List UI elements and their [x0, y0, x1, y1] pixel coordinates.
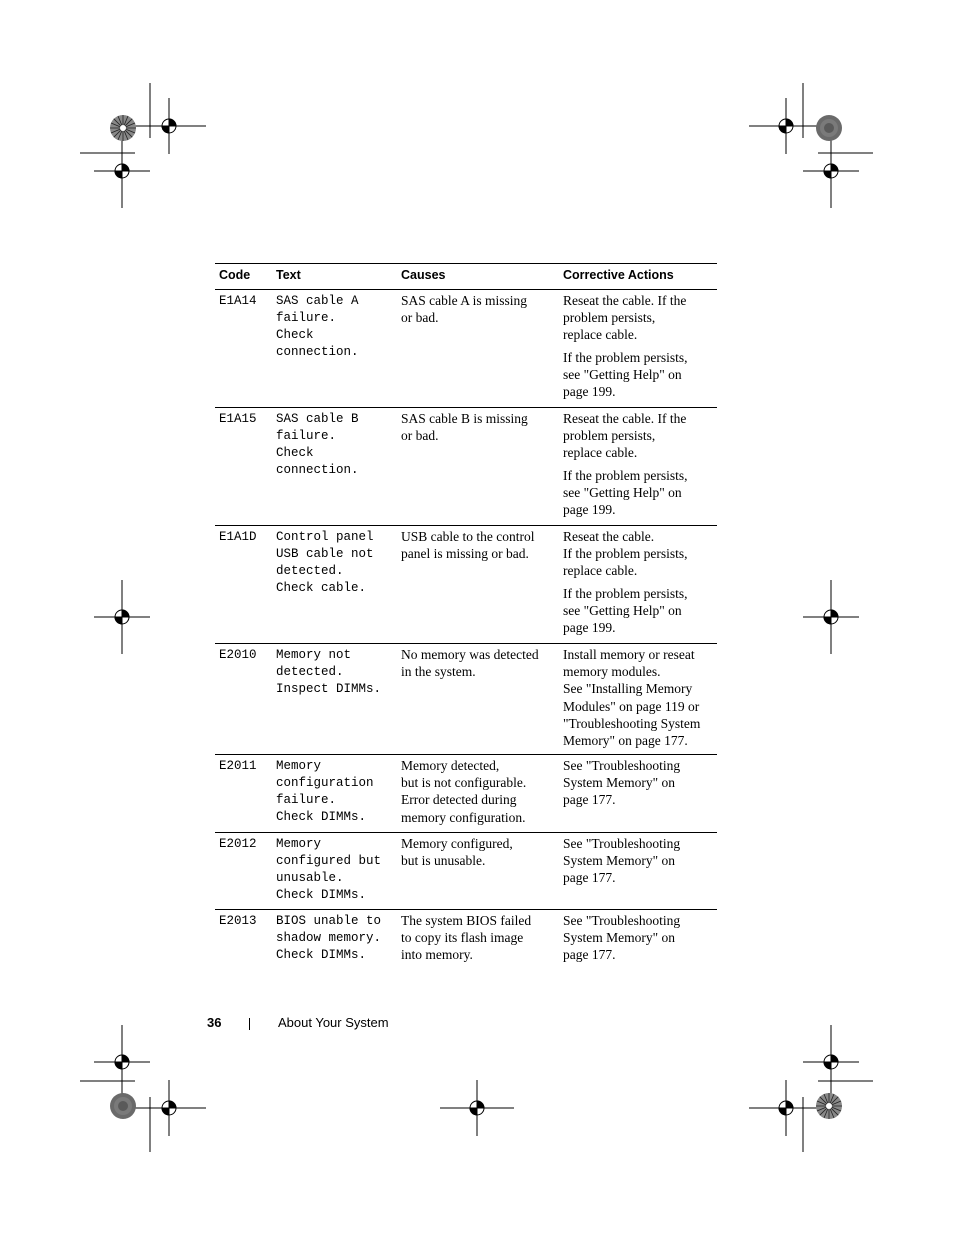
error-code: E1A14 — [219, 294, 257, 308]
error-text — [276, 910, 381, 964]
action-line: Reseat the cable. If the — [563, 411, 687, 426]
action-paragraph — [563, 528, 717, 580]
footer-title: About Your System — [278, 1015, 389, 1030]
error-cause — [401, 755, 557, 826]
error-text-line: Control panel — [276, 530, 374, 544]
table-row — [215, 755, 717, 833]
cause-line: No memory was detected — [401, 647, 539, 662]
error-text-line: Check DIMMs. — [276, 888, 367, 902]
error-code: E2010 — [219, 648, 257, 662]
error-text-line: Inspect DIMMs. — [276, 682, 382, 696]
error-cause — [401, 644, 557, 680]
action-paragraph — [563, 757, 717, 809]
table-header — [215, 263, 717, 290]
error-text-line: USB cable not — [276, 547, 374, 561]
corrective-action — [563, 755, 717, 814]
action-line: replace cable. — [563, 445, 638, 461]
header-causes: Causes — [401, 268, 446, 282]
action-paragraph — [563, 410, 717, 462]
error-text-line: Memory — [276, 837, 322, 851]
action-line: See "Installing Memory — [563, 681, 693, 697]
action-line: If the problem persists, — [563, 349, 688, 365]
error-text-line: unusable. — [276, 871, 344, 885]
error-text-line: shadow memory. — [276, 931, 382, 945]
error-code: E2013 — [219, 914, 257, 928]
error-cause — [401, 526, 557, 562]
error-text-line: Memory — [276, 759, 322, 773]
error-text-line: failure. — [276, 429, 337, 443]
action-line: System Memory" on — [563, 775, 676, 791]
action-line: see "Getting Help" on — [563, 484, 682, 500]
error-text — [276, 755, 374, 826]
action-line: page 199. — [563, 502, 616, 518]
header-corrective-actions: Corrective Actions — [563, 268, 674, 282]
error-text — [276, 290, 359, 361]
cause-line: Memory configured, — [401, 836, 513, 851]
cause-line: but is unusable. — [401, 853, 486, 869]
corrective-action — [563, 644, 717, 754]
error-text-line: failure. — [276, 793, 337, 807]
corrective-action — [563, 408, 717, 523]
cause-line: SAS cable A is missing — [401, 293, 528, 308]
action-paragraph — [563, 467, 717, 519]
footer-separator — [249, 1018, 250, 1030]
error-text-line: detected. — [276, 665, 344, 679]
action-paragraph — [563, 646, 717, 749]
table-row — [215, 644, 717, 755]
table-row — [215, 290, 717, 408]
action-paragraph — [563, 585, 717, 637]
error-code: E2012 — [219, 837, 257, 851]
error-code: E1A15 — [219, 412, 257, 426]
cause-line: USB cable to the control — [401, 529, 535, 544]
error-code: E2011 — [219, 759, 257, 773]
cause-line: Memory detected, — [401, 758, 500, 773]
action-line: see "Getting Help" on — [563, 366, 682, 382]
action-line: "Troubleshooting System — [563, 715, 701, 731]
table-row — [215, 408, 717, 526]
corrective-action — [563, 290, 717, 405]
cause-line: in the system. — [401, 664, 476, 680]
header-text: Text — [276, 268, 301, 282]
error-text-line: SAS cable B — [276, 412, 359, 426]
cause-line: SAS cable B is missing — [401, 411, 528, 426]
cause-line: memory configuration. — [401, 809, 526, 825]
action-line: If the problem persists, — [563, 467, 688, 483]
page-number: 36 — [207, 1015, 222, 1030]
error-cause — [401, 910, 557, 964]
action-line: Memory" on page 177. — [563, 733, 688, 749]
error-text-line: detected. — [276, 564, 344, 578]
error-text-line: Check — [276, 446, 314, 460]
action-line: page 177. — [563, 792, 616, 808]
action-line: If the problem persists, — [563, 585, 688, 601]
corrective-action — [563, 910, 717, 969]
table-row — [215, 526, 717, 644]
action-line: problem persists, — [563, 310, 656, 326]
action-line: Reseat the cable. If the — [563, 293, 687, 308]
error-text-line: configured but — [276, 854, 382, 868]
action-line: replace cable. — [563, 563, 638, 579]
error-text-line: Memory not — [276, 648, 352, 662]
action-line: problem persists, — [563, 428, 656, 444]
action-line: page 177. — [563, 870, 616, 886]
cause-line: or bad. — [401, 428, 439, 444]
error-text-line: Check — [276, 328, 314, 342]
action-paragraph — [563, 835, 717, 887]
error-text-line: SAS cable A — [276, 294, 359, 308]
action-line: Install memory or reseat — [563, 647, 695, 662]
table-row — [215, 833, 717, 910]
action-line: memory modules. — [563, 664, 661, 680]
header-code: Code — [219, 268, 251, 282]
page-footer — [207, 1015, 507, 1035]
action-line: replace cable. — [563, 327, 638, 343]
action-line: If the problem persists, — [563, 546, 688, 562]
error-text-line: Check DIMMs. — [276, 948, 367, 962]
action-line: See "Troubleshooting — [563, 836, 681, 851]
action-line: System Memory" on — [563, 930, 676, 946]
error-text — [276, 644, 381, 698]
error-code-table — [215, 263, 717, 974]
cause-line: into memory. — [401, 947, 473, 963]
cause-line: but is not configurable. — [401, 775, 527, 791]
action-line: Reseat the cable. — [563, 529, 655, 544]
cause-line: Error detected during — [401, 792, 517, 808]
error-text-line: configuration — [276, 776, 374, 790]
table-body — [215, 290, 717, 974]
corrective-action — [563, 526, 717, 641]
error-text-line: connection. — [276, 345, 359, 359]
action-paragraph — [563, 292, 717, 344]
error-text-line: Check cable. — [276, 581, 367, 595]
error-text — [276, 833, 381, 904]
error-text-line: BIOS unable to — [276, 914, 382, 928]
error-text-line: Check DIMMs. — [276, 810, 367, 824]
error-text — [276, 526, 374, 597]
action-paragraph — [563, 912, 717, 964]
error-cause — [401, 833, 557, 869]
action-line: see "Getting Help" on — [563, 602, 682, 618]
action-line: See "Troubleshooting — [563, 758, 681, 773]
action-line: Modules" on page 119 or — [563, 698, 700, 714]
table-row — [215, 910, 717, 974]
action-line: System Memory" on — [563, 853, 676, 869]
action-line: page 199. — [563, 384, 616, 400]
error-text-line: failure. — [276, 311, 337, 325]
cause-line: or bad. — [401, 310, 439, 326]
error-text — [276, 408, 359, 479]
error-text-line: connection. — [276, 463, 359, 477]
action-paragraph — [563, 349, 717, 401]
action-line: page 177. — [563, 947, 616, 963]
action-line: page 199. — [563, 620, 616, 636]
corrective-action — [563, 833, 717, 892]
error-code: E1A1D — [219, 530, 257, 544]
cause-line: panel is missing or bad. — [401, 546, 529, 562]
error-cause — [401, 408, 557, 444]
error-cause — [401, 290, 557, 326]
cause-line: to copy its flash image — [401, 930, 524, 946]
cause-line: The system BIOS failed — [401, 913, 532, 928]
action-line: See "Troubleshooting — [563, 913, 681, 928]
